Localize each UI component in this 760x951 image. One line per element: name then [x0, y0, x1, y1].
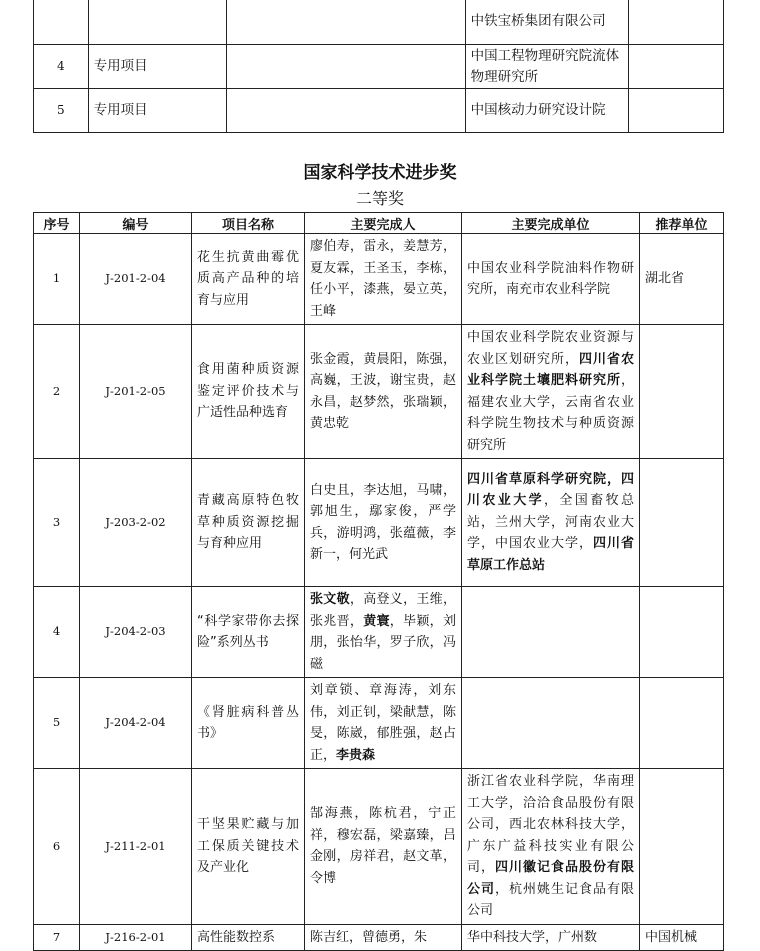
recommender — [640, 678, 724, 769]
main-units-segment: ，全国畜牧总站，兰州大学，河南农业大学，中国农业大学， — [467, 493, 634, 552]
project-name: 干坚果贮藏与加工保质关键技术及产业化 — [192, 769, 305, 925]
project-name: 高性能数控系 — [192, 924, 305, 951]
table-row — [34, 325, 724, 459]
project-code: J-204-2-04 — [80, 678, 192, 769]
main-units — [462, 769, 640, 925]
row-seq: 3 — [34, 459, 80, 587]
header-code: 编号 — [80, 213, 192, 234]
main-units — [462, 325, 640, 459]
project-code: J-201-2-05 — [80, 325, 192, 459]
main-units-segment: 中国农业科学院油料作物研究所，南充市农业科学院 — [467, 260, 634, 297]
completing-unit: 中铁宝桥集团有限公司 — [465, 0, 628, 45]
main-people-segment: 李贵森 — [336, 747, 376, 763]
main-people-segment: 黄寰 — [363, 613, 390, 629]
main-people — [305, 459, 462, 587]
row-number — [34, 0, 89, 45]
main-units-segment: 四川徽记食品股份有限公司 — [467, 860, 634, 897]
recommender: 中国机械 — [640, 924, 724, 951]
main-people-segment: ，高登义，王维，张兆晋， — [310, 592, 456, 629]
main-people-segment: 张金霞，黄晨阳，陈强，高巍，王波，谢宝贵，赵永昌，赵梦然，张瑞颖，黄忠乾 — [310, 351, 456, 431]
project-code: J-211-2-01 — [80, 769, 192, 925]
main-people-segment: 刘章锁、章海涛，刘东伟，刘正钊，梁献慧，陈旻，陈崴，郁胜强，赵占正， — [310, 683, 456, 763]
table-row — [34, 459, 724, 587]
row-seq: 4 — [34, 587, 80, 678]
recommender — [640, 769, 724, 925]
project-type: 专用项目 — [88, 89, 226, 133]
header-units: 主要完成单位 — [462, 213, 640, 234]
main-units-segment: 华中科技大学，广州数 — [467, 929, 598, 945]
table-row — [34, 924, 724, 951]
blank-cell — [227, 89, 466, 133]
project-code: J-204-2-03 — [80, 587, 192, 678]
project-name: 《肾脏病科普丛书》 — [192, 678, 305, 769]
main-people-segment: 郜海燕，陈杭君，宁正祥，穆宏磊，梁嘉臻，吕金刚，房祥君，赵文革，令博 — [310, 806, 456, 886]
project-code: J-201-2-04 — [80, 234, 192, 325]
recommender — [628, 0, 723, 45]
header-row — [34, 213, 724, 234]
award-title: 国家科学技术进步奖 — [303, 163, 457, 183]
project-name: 青藏高原特色牧草种质资源挖掘与育种应用 — [192, 459, 305, 587]
table-row — [34, 89, 724, 133]
main-units-segment: 浙江省农业科学院，华南理工大学，洽洽食品股份有限公司，西北农林科技大学，广东广益科技实业有限公司， — [467, 774, 634, 875]
project-name: “科学家带你去探险”系列丛书 — [192, 587, 305, 678]
main-people-segment: 廖伯寿，雷永，姜慧芳，夏友霖，王圣玉，李栋，任小平，漆燕，晏立英，王峰 — [310, 239, 456, 319]
row-seq: 2 — [34, 325, 80, 459]
main-units-segment: 四川省草原工作总站 — [467, 536, 634, 573]
main-people-segment: 白史且，李达旭，马啸，郭旭生，鄢家俊，严学兵，游明鸿，张蕴薇，李新一，何光武 — [310, 482, 456, 562]
main-people — [305, 587, 462, 678]
recommender — [640, 587, 724, 678]
table-row — [34, 45, 724, 89]
main-units-segment: 四川省农业科学院土壤肥料研究所 — [467, 351, 634, 388]
project-name: 花生抗黄曲霉优质高产品种的培育与应用 — [192, 234, 305, 325]
recommender — [628, 89, 723, 133]
row-number: 5 — [34, 89, 89, 133]
main-units — [462, 678, 640, 769]
main-people — [305, 234, 462, 325]
main-people — [305, 769, 462, 925]
table-row — [34, 0, 724, 45]
project-code: J-203-2-02 — [80, 459, 192, 587]
row-number: 4 — [34, 45, 89, 89]
main-people — [305, 678, 462, 769]
blank-cell — [227, 45, 466, 89]
main-units — [462, 459, 640, 587]
header-name: 项目名称 — [192, 213, 305, 234]
blank-cell — [227, 0, 466, 45]
main-people-segment: 陈吉红，曾德勇，朱 — [310, 929, 428, 945]
project-code: J-216-2-01 — [80, 924, 192, 951]
main-units — [462, 234, 640, 325]
award-table — [33, 212, 724, 951]
main-units-segment: ，杭州姚生记食品有限公司 — [467, 881, 634, 918]
project-name: 食用菌种质资源鉴定评价技术与广适性品种选育 — [192, 325, 305, 459]
row-seq: 5 — [34, 678, 80, 769]
award-level: 二等奖 — [355, 189, 404, 208]
row-seq: 1 — [34, 234, 80, 325]
completing-unit: 中国工程物理研究院流体物理研究所 — [465, 45, 628, 89]
header-people: 主要完成人 — [305, 213, 462, 234]
continued-project-table — [33, 0, 724, 133]
project-type — [88, 0, 226, 45]
table-row — [34, 587, 724, 678]
main-units-segment: 四川省草原科学研究院，四川农业大学 — [467, 471, 634, 509]
main-units — [462, 924, 640, 951]
main-people — [305, 924, 462, 951]
row-seq: 6 — [34, 769, 80, 925]
recommender — [628, 45, 723, 89]
table-row — [34, 678, 724, 769]
award-table-body — [34, 234, 724, 951]
table-row — [34, 234, 724, 325]
main-people — [305, 325, 462, 459]
main-units-segment: ，福建农业大学，云南省农业科学院生物技术与种质资源研究所 — [467, 373, 634, 453]
header-recommender: 推荐单位 — [640, 213, 724, 234]
main-people-segment: 张文敬 — [310, 592, 350, 607]
main-people-segment: ，毕颖，刘朋，张怡华，罗子欣，冯磁 — [310, 613, 456, 672]
recommender — [640, 459, 724, 587]
recommender: 湖北省 — [640, 234, 724, 325]
main-units — [462, 587, 640, 678]
header-seq: 序号 — [34, 213, 80, 234]
recommender — [640, 325, 724, 459]
completing-unit: 中国核动力研究设计院 — [465, 89, 628, 133]
main-units-segment: 中国农业科学院农业资源与农业区划研究所， — [467, 330, 634, 367]
project-type: 专用项目 — [88, 45, 226, 89]
row-seq: 7 — [34, 924, 80, 951]
table-row — [34, 769, 724, 925]
